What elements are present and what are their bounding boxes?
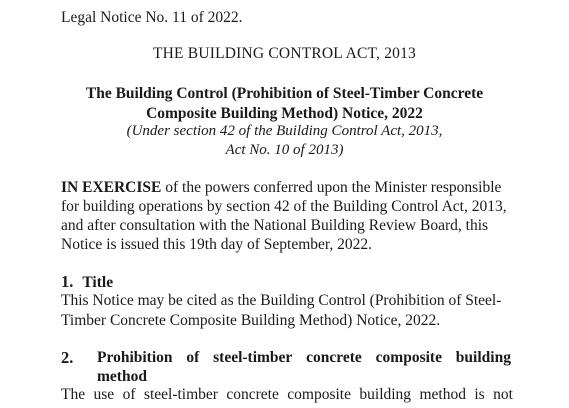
body-word: not — [493, 386, 513, 403]
heading-word: steel-timber — [213, 349, 293, 366]
body-word: concrete — [226, 386, 279, 403]
notice-subtitle — [0, 122, 569, 160]
act-title: THE BUILDING CONTROL ACT, 2013 — [152, 45, 417, 62]
body-word: composite — [287, 386, 351, 403]
section-number: 1. — [61, 272, 74, 291]
section-1-heading — [61, 272, 113, 293]
section-2-body — [61, 385, 513, 404]
section-heading-text: Title — [82, 274, 114, 291]
heading-word: Prohibition — [97, 349, 173, 366]
section-2-number: 2. — [61, 348, 74, 367]
section-1-body — [61, 291, 501, 330]
body-word: of — [122, 386, 136, 403]
body-word: The — [61, 386, 86, 403]
body-word: building — [359, 386, 412, 403]
body-word: use — [93, 386, 115, 403]
preamble-line: Notice is issued this 19th day of September, 2022. — [61, 236, 373, 253]
preamble-line — [61, 178, 513, 197]
preamble-line-rest: of the powers conferred upon the Minister responsible — [161, 179, 502, 196]
notice-subtitle-line: Act No. 10 of 2013) — [225, 142, 344, 158]
section-2-heading-line1 — [97, 348, 511, 367]
body-word: method — [419, 386, 466, 403]
preamble-line: for building operations by section 42 of the Building Control Act, 2013, — [61, 198, 507, 215]
section-2-heading — [97, 348, 511, 386]
preamble-lead: IN EXERCISE — [61, 179, 162, 196]
notice-subtitle-line: (Under section 42 of the Building Control Act, 2013, — [126, 123, 443, 139]
section-2-body-line1 — [61, 385, 513, 404]
body-word: steel-timber — [143, 386, 218, 403]
notice-title-line: Composite Building Method) Notice, 2022 — [146, 105, 423, 122]
notice-number: Legal Notice No. 11 of 2022. — [61, 9, 243, 26]
section-body-line: Timber Concrete Composite Building Method) Notice, 2022. — [61, 311, 441, 329]
heading-word: concrete — [306, 349, 362, 366]
heading-word: composite — [375, 349, 442, 366]
notice-title — [0, 84, 569, 124]
notice-title-line: The Building Control (Prohibition of Steel-Timber Concrete — [85, 85, 484, 102]
preamble-line: and after consultation with the National Building Review Board, this — [61, 217, 489, 234]
body-word: is — [474, 386, 485, 403]
preamble-paragraph — [61, 178, 513, 254]
section-body-line: This Notice may be cited as the Building Control (Prohibition of Steel- — [61, 292, 502, 309]
section-2-heading-line2: method — [97, 368, 147, 385]
heading-word: of — [186, 349, 200, 366]
heading-word: building — [455, 349, 511, 366]
